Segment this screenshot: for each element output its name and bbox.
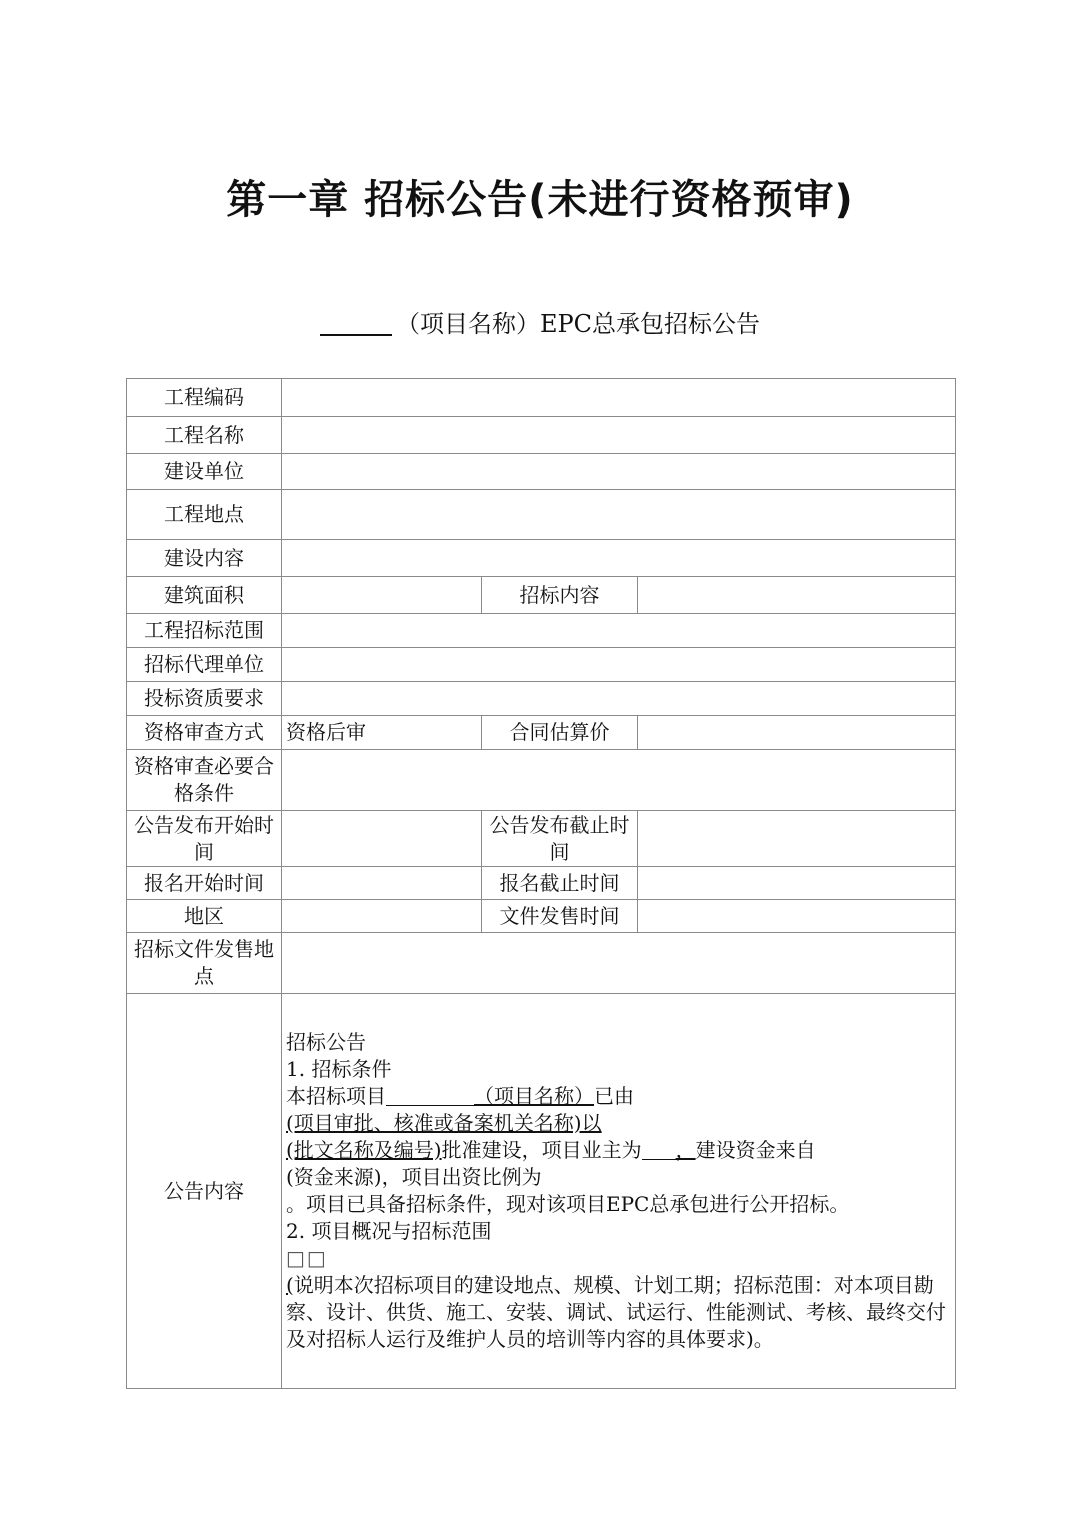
doc-sale-place-label: 招标文件发售地点	[127, 933, 282, 994]
table-row	[127, 682, 956, 716]
table-row	[127, 716, 956, 750]
table-row	[127, 867, 956, 900]
fill-blank[interactable]	[386, 1085, 474, 1106]
section-1-heading: 1. 招标条件	[286, 1057, 392, 1081]
table-row	[127, 540, 956, 577]
project-location-label: 工程地点	[127, 490, 282, 540]
table-row	[127, 994, 956, 1389]
building-area-label: 建筑面积	[127, 577, 282, 614]
region-value[interactable]	[282, 900, 482, 933]
agency-value[interactable]	[282, 648, 956, 682]
checkbox-placeholders: □□	[286, 1246, 328, 1270]
table-row	[127, 811, 956, 867]
review-conditions-value[interactable]	[282, 750, 956, 811]
subtitle-text: （项目名称）EPC总承包招标公告	[395, 310, 761, 338]
tender-notice-table	[126, 378, 956, 1389]
review-method-value[interactable]: 资格后审	[282, 716, 482, 750]
contract-estimate-label: 合同估算价	[482, 716, 638, 750]
project-name-label: 工程名称	[127, 417, 282, 454]
review-method-label: 资格审查方式	[127, 716, 282, 750]
fill-blank[interactable]	[642, 1139, 676, 1160]
building-area-value[interactable]	[282, 577, 482, 614]
bidder-qualification-value[interactable]	[282, 682, 956, 716]
region-label: 地区	[127, 900, 282, 933]
notice-line-6: (说明本次招标项目的建设地点、规模、计划工期；招标范围：对本项目勘察、设计、供货、施工、安装、调试、试运行、性能测试、考核、最终交付及对招标人运行及维护人员的培训等内容的具体要求)。	[286, 1273, 946, 1351]
tender-content-value[interactable]	[638, 577, 956, 614]
doc-sale-time-value[interactable]	[638, 900, 956, 933]
project-code-label: 工程编码	[127, 379, 282, 417]
publish-start-value[interactable]	[282, 811, 482, 867]
bidder-qualification-label: 投标资质要求	[127, 682, 282, 716]
publish-end-label: 公告发布截止时间	[482, 811, 638, 867]
table-row	[127, 577, 956, 614]
project-name-blank	[320, 334, 392, 336]
table-row	[127, 614, 956, 648]
construction-content-value[interactable]	[282, 540, 956, 577]
signup-start-value[interactable]	[282, 867, 482, 900]
table-row	[127, 750, 956, 811]
notice-line-3: (批文名称及编号)批准建设，项目业主为 ，建设资金来自	[286, 1138, 816, 1162]
signup-end-value[interactable]	[638, 867, 956, 900]
section-2-heading: 2. 项目概况与招标范围	[286, 1219, 492, 1243]
doc-sale-time-label: 文件发售时间	[482, 900, 638, 933]
signup-start-label: 报名开始时间	[127, 867, 282, 900]
table-row	[127, 900, 956, 933]
table-row	[127, 417, 956, 454]
notice-subtitle	[0, 304, 1080, 339]
construction-content-label: 建设内容	[127, 540, 282, 577]
review-conditions-label: 资格审查必要合格条件	[127, 750, 282, 811]
table-row	[127, 648, 956, 682]
table-row	[127, 379, 956, 417]
contract-estimate-value[interactable]	[638, 716, 956, 750]
publish-start-label: 公告发布开始时间	[127, 811, 282, 867]
notice-content-body	[282, 994, 956, 1389]
table-row	[127, 490, 956, 540]
page-title: 第一章 招标公告(未进行资格预审)	[226, 177, 854, 223]
doc-sale-place-value[interactable]	[282, 933, 956, 994]
notice-line-5: 。项目已具备招标条件，现对该项目EPC总承包进行公开招标。	[286, 1192, 850, 1216]
tender-scope-value[interactable]	[282, 614, 956, 648]
table-row	[127, 454, 956, 490]
project-code-value[interactable]	[282, 379, 956, 417]
project-name-value[interactable]	[282, 417, 956, 454]
project-location-value[interactable]	[282, 490, 956, 540]
tender-content-label: 招标内容	[482, 577, 638, 614]
construction-unit-value[interactable]	[282, 454, 956, 490]
construction-unit-label: 建设单位	[127, 454, 282, 490]
publish-end-value[interactable]	[638, 811, 956, 867]
notice-line-2: (项目审批、核准或备案机关名称)以	[286, 1111, 602, 1135]
agency-label: 招标代理单位	[127, 648, 282, 682]
notice-heading: 招标公告	[286, 1030, 366, 1054]
notice-content-label: 公告内容	[127, 994, 282, 1389]
notice-line-4: (资金来源)，项目出资比例为	[286, 1165, 542, 1189]
table-row	[127, 933, 956, 994]
notice-line-1: 本招标项目 （项目名称）已由	[286, 1084, 634, 1108]
tender-scope-label: 工程招标范围	[127, 614, 282, 648]
signup-end-label: 报名截止时间	[482, 867, 638, 900]
